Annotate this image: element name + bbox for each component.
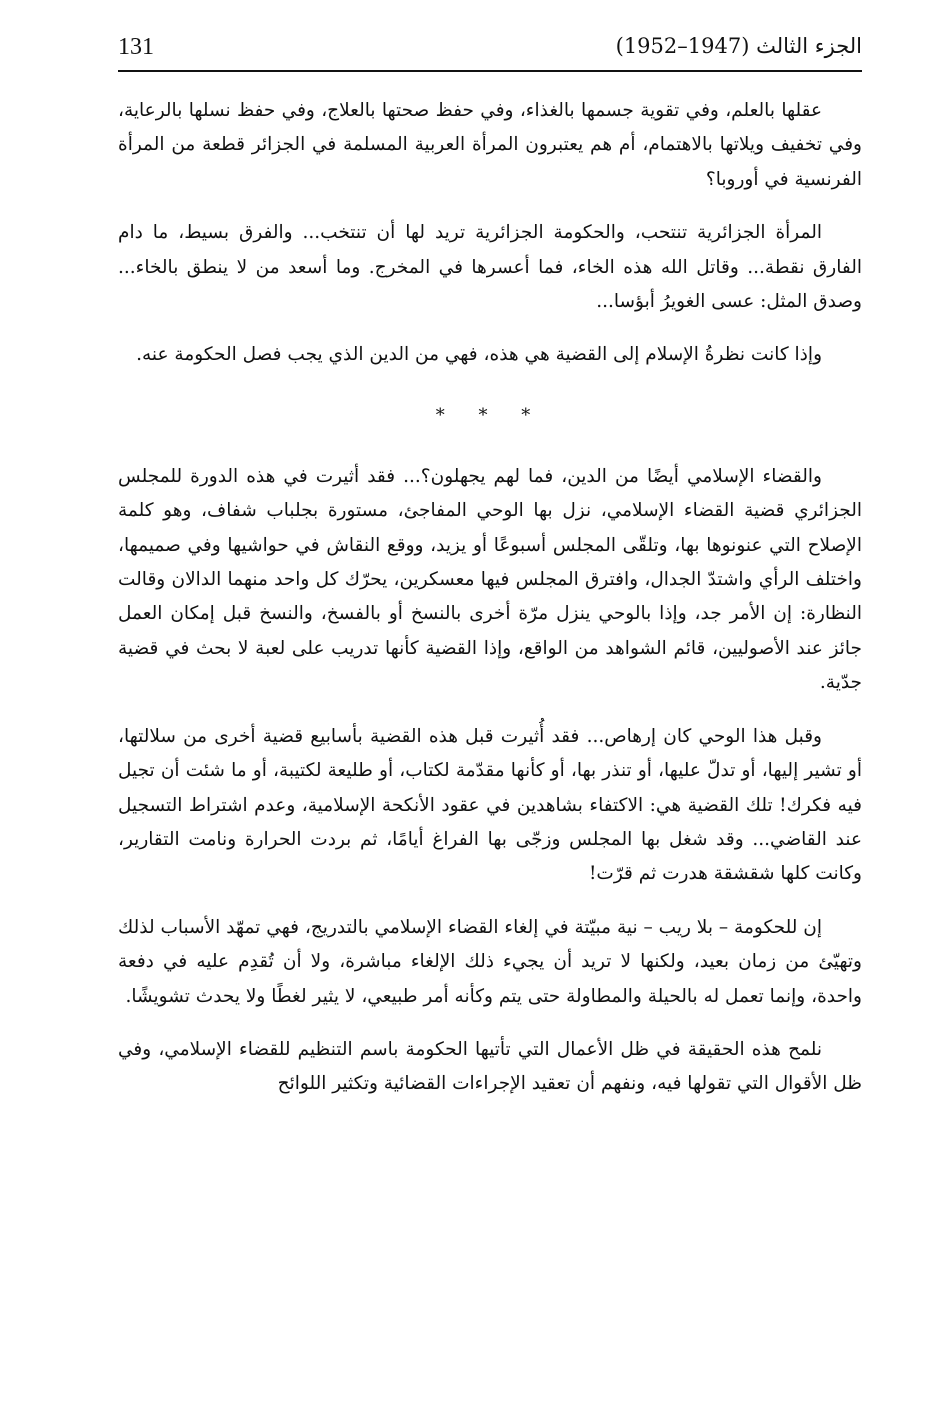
paragraph-5: وقبل هذا الوحي كان إرهاص... فقد أُثيرت قبل هذه القضية بأسابيع قضية أخرى من سلالتها، أو تشير إليها، أو تدلّ عليها، أو تنذر بها، أو كأنها مقدّمة لكتاب، أو طليعة لكتيبة، أو ما شئت أن تجيل فيه فكرك! تلك القضية هي: الاكتفاء بشاهدين في عقود الأنكحة الإسلامية، وعدم اشتراط التسجيل عند القاضي... وقد شغل بها المجلس وزجّى بها الفراغ أيامًا، ثم بردت الحرارة ونامت التقارير، وكانت كلها شقشقة هدرت ثم قرّت! [118,725,862,885]
paragraph-6: إن للحكومة – بلا ريب – نية مبيّتة في إلغاء القضاء الإسلامي بالتدريج، فهي تمهّد الأسباب لذلك وتهيّئ من زمان بعيد، ولكنها لا تريد أن يجيء ذلك الإلغاء مباشرة، ولا أن تُقدِم عليه في دفعة واحدة، وإنما تعمل له بالحيلة والمطاولة حتى يتم وكأنه أمر طبيعي، لا يثير لغطًا ولا يحدث تشويشًا. [118,916,862,1007]
paragraph-3: وإذا كانت نظرةُ الإسلام إلى القضية هي هذه، فهي من الدين الذي يجب فصل الحكومة عنه. [136,344,822,366]
page-number: 131 [118,34,154,60]
section-separator: * * * [435,404,545,426]
paragraph-1: عقلها بالعلم، وفي تقوية جسمها بالغذاء، وفي حفظ صحتها بالعلاج، وفي حفظ نسلها بالرعاية، وفي تخفيف ويلاتها بالاهتمام، أم هم يعتبرون المرأة العربية المسلمة في الجزائر قطعة من المرأة الفرنسية في أوروبا؟ [118,100,862,190]
running-title: الجزء الثالث (1947–1952) [615,34,862,58]
paragraph-4: والقضاء الإسلامي أيضًا من الدين، فما لهم يجهلون؟... فقد أثيرت في هذه الدورة للمجلس الجزائري قضية القضاء الإسلامي، نزل بها الوحي المفاجئ، مستورة بجلباب شفاف، وهو كلمة الإصلاح التي عنونوها بها، وتلقّى المجلس أسبوعًا أو يزيد، ووقع النقاش في حواشيها وفي صميمها، واختلف الرأي واشتدّ الجدال، وافترق المجلس فيها معسكرين، يحرّك كل واحد منهما الدالان وقالت النظارة: إن الأمر جد، وإذا بالوحي ينزل مرّة أخرى بالنسخ أو بالفسخ، والنسخ قبل إمكان العمل جائز عند الأصوليين، قائم الشواهد من الواقع، وإذا القضية كأنها تدريب على لعبة لا بحث في قضية جدّية. [118,465,862,694]
paragraph-7: نلمح هذه الحقيقة في ظل الأعمال التي تأتيها الحكومة باسم التنظيم للقضاء الإسلامي، وفي ظل الأقوال التي تقولها فيه، ونفهم أن تعقيد الإجراءات القضائية وتكثير اللوائح [118,1038,862,1095]
paragraph-2: المرأة الجزائرية تنتحب، والحكومة الجزائرية تريد لها أن تنتخب... والفرق بسيط، ما دام الفارق نقطة... وقاتل الله هذه الخاء، فما أعسرها في المخرج. وما أسعد من لا ينطق بالخاء... وصدق المثل: عسى الغويرُ أبؤسا... [118,222,862,313]
page-header [118,30,862,72]
body-text [118,94,862,1102]
